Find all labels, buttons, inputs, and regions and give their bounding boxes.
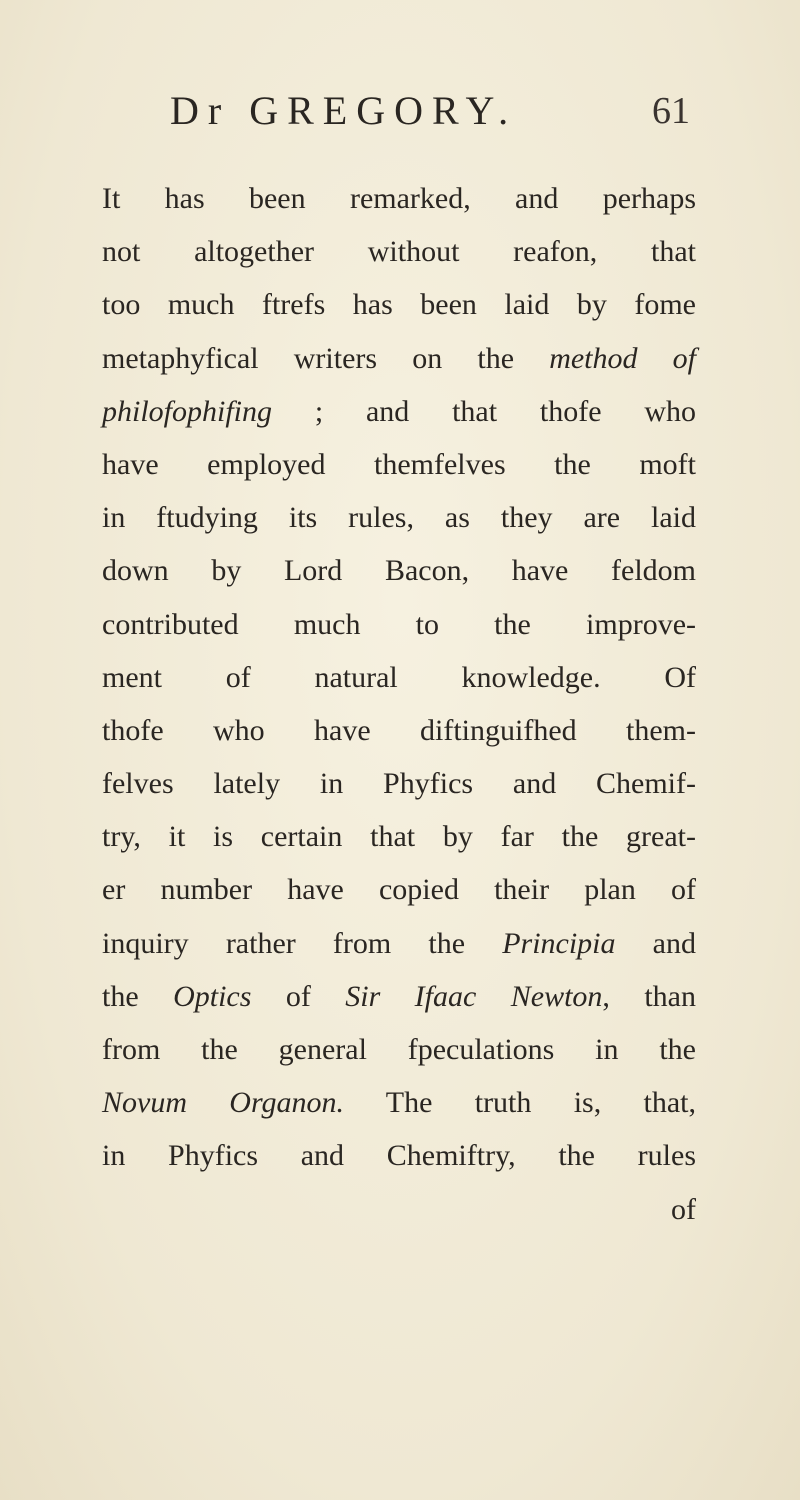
text-line [102, 863, 696, 916]
text-segment: try, it is certain that by far the great- [102, 820, 696, 854]
text-line [102, 172, 696, 225]
text-line [102, 970, 696, 1023]
text-segment: felves lately in Phyfics and Chemif- [102, 767, 696, 801]
text-segment: contributed much to the improve- [102, 607, 696, 641]
text-segment: metaphyfical writers on the [102, 341, 550, 375]
italic-text: Novum Organon. [102, 1086, 345, 1120]
text-line [102, 704, 696, 757]
running-head [170, 86, 690, 136]
text-segment: inquiry rather from the [102, 926, 503, 960]
italic-text: Principia [502, 926, 616, 960]
text-segment: and [615, 926, 696, 960]
text-segment: from the general fpeculations in the [102, 1033, 696, 1066]
text-segment: down by Lord Bacon, have feldom [102, 554, 696, 588]
italic-text: philofophifing [102, 394, 273, 428]
text-segment: in ftudying its rules, as they are laid [102, 501, 696, 535]
text-line [102, 225, 696, 278]
italic-text: Sir Ifaac Newton [345, 979, 603, 1013]
text-segment: in Phyfics and Chemiftry, the rules [102, 1139, 696, 1173]
text-segment: have employed themfelves the moft [102, 447, 696, 481]
text-segment: er number have copied their plan of [102, 873, 696, 907]
text-segment: , than [602, 979, 696, 1013]
text-line [102, 810, 696, 863]
text-line [102, 917, 696, 970]
text-line [102, 544, 696, 597]
text-segment: the [102, 979, 174, 1013]
text-segment: ment of natural knowledge. Of [102, 660, 696, 694]
italic-text: method of [549, 341, 696, 375]
text-line [102, 385, 696, 438]
running-title: Dr GREGORY. [170, 88, 518, 133]
text-line [102, 491, 696, 544]
text-segment: ; and that thofe who [272, 394, 696, 428]
text-segment: thofe who have diftinguifhed them- [102, 713, 696, 747]
catchword: of [671, 1192, 696, 1226]
text-line [102, 1129, 696, 1182]
text-line [102, 598, 696, 651]
body-text [102, 172, 696, 1236]
text-line [102, 438, 696, 491]
text-segment: not altogether without reafon, that [102, 235, 696, 269]
italic-text: Optics [173, 979, 252, 1013]
text-segment: too much ftrefs has been laid by fome [102, 288, 696, 322]
text-line [102, 1076, 696, 1129]
text-line [102, 757, 696, 810]
text-segment: of [251, 979, 346, 1013]
text-segment: It has been remarked, and perhaps [102, 182, 696, 215]
text-line [102, 278, 696, 331]
page-number: 61 [652, 90, 690, 132]
text-line [102, 651, 696, 704]
text-segment: The truth is, that, [344, 1086, 696, 1120]
text-line [102, 1023, 696, 1076]
text-line [102, 332, 696, 385]
